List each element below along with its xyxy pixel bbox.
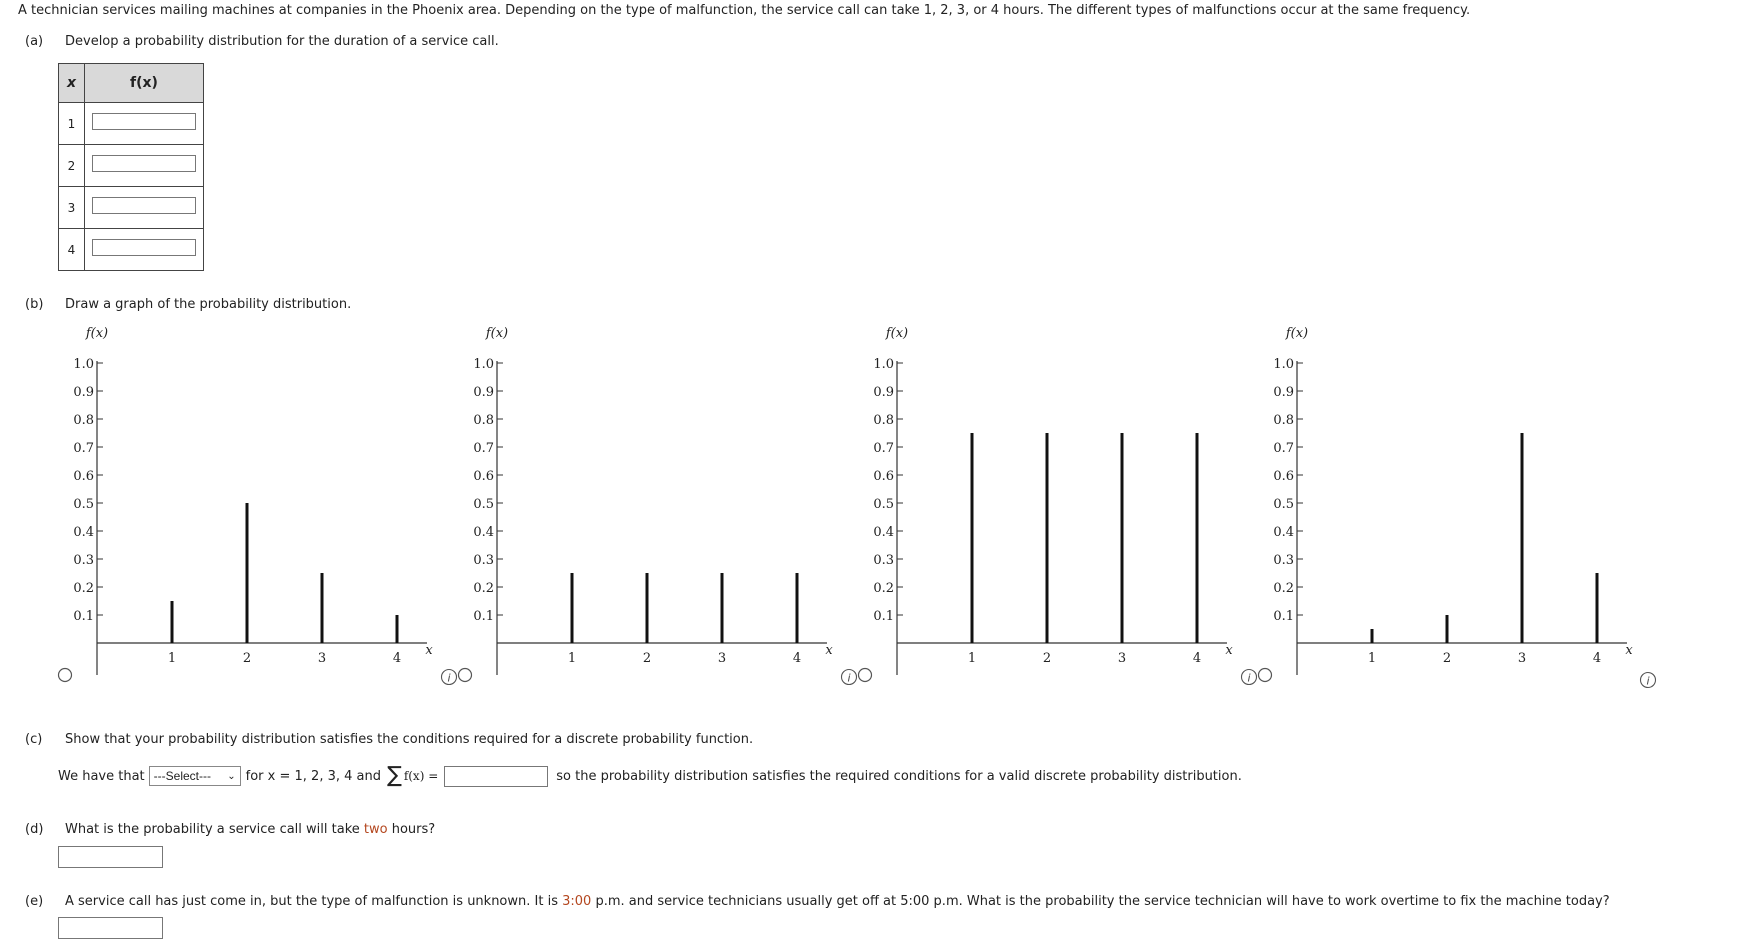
y-tick-label: 0.2 [1273,581,1294,596]
y-tick-label: 0.7 [73,441,94,456]
problem-intro: A technician services mailing machines at companies in the Phoenix area. Depending on the type of malfunction, the service call can take 1, 2, 3, or 4 hours. The different types of malfunctions occur at the same frequency. [18,3,1471,18]
y-tick-label: 0.5 [873,497,894,512]
x-tick-label: 1 [167,651,177,666]
part-c-prompt [25,732,753,747]
part-d-text: What is the probability a service call will take [65,822,364,837]
x-tick-label: 3 [717,651,727,666]
condition-select[interactable] [149,766,241,786]
x-tick-label: 1 [1367,651,1377,666]
we-have-text: We have that [58,768,145,784]
y-tick-label: 0.6 [1273,469,1294,484]
y-tick-label: 0.4 [473,525,494,540]
y-tick-label: 0.9 [1273,385,1294,400]
x-axis-label-3: x [1225,643,1233,658]
y-tick-label: 0.3 [873,553,894,568]
part-e-answer-input[interactable] [58,917,163,939]
sum-input[interactable] [444,766,548,787]
y-axis-label-3: f(x) [885,326,909,341]
x-tick-label: 4 [1592,651,1602,666]
x-tick-label: 2 [1042,651,1052,666]
y-tick-label: 0.9 [473,385,494,400]
x-value-2: 2 [59,145,85,187]
y-tick-label: 1.0 [873,357,894,372]
x-axis-label-2: x [825,643,833,658]
fx-equals-text: f(x) = [403,769,439,783]
y-tick-label: 0.1 [473,609,494,624]
y-tick-label: 1.0 [473,357,494,372]
x-tick-label: 3 [1517,651,1527,666]
x-tick-label: 4 [392,651,402,666]
x-tick-label: 1 [967,651,977,666]
graph-option-radio-4[interactable] [1259,669,1272,682]
y-tick-label: 0.8 [73,413,94,428]
part-d-text-end: hours? [387,822,436,837]
y-tick-label: 0.5 [73,497,94,512]
y-tick-label: 0.9 [73,385,94,400]
svg-text:i: i [1646,674,1650,688]
y-tick-label: 0.2 [73,581,94,596]
part-e-prompt [25,894,1610,909]
x-tick-label: 4 [1192,651,1202,666]
info-icon[interactable] [442,670,457,685]
y-axis-label-1: f(x) [85,326,109,341]
part-d-highlight: two [363,822,388,837]
graph-option-radio-3[interactable] [859,669,872,682]
x-tick-label: 2 [242,651,252,666]
y-tick-label: 0.3 [473,553,494,568]
part-e-text-end: p.m. and service technicians usually get off at 5:00 p.m. What is the probability the service technician will have to work overtime to fix the machine today? [591,894,1610,909]
for-x-text: for x = 1, 2, 3, 4 and [245,768,381,784]
part-c-label: (c) [25,732,43,747]
svg-text:i: i [447,671,451,685]
chevron-down-icon: ⌄ [227,770,236,782]
y-tick-label: 0.2 [873,581,894,596]
x-axis-label-4: x [1625,643,1633,658]
svg-text:i: i [847,671,851,685]
part-d-prompt [25,822,435,837]
x-tick-label: 1 [567,651,577,666]
part-c-answer-line [58,765,1242,787]
y-tick-label: 0.8 [873,413,894,428]
info-icon[interactable] [1242,670,1257,685]
part-a-text: Develop a probability distribution for the duration of a service call. [65,34,499,49]
y-tick-label: 0.5 [473,497,494,512]
part-e-highlight: 3:00 [562,894,592,909]
info-icon[interactable] [842,670,857,685]
y-tick-label: 0.1 [73,609,94,624]
x-value-4: 4 [59,229,85,271]
y-tick-label: 0.3 [1273,553,1294,568]
part-c-text: Show that your probability distribution satisfies the conditions required for a discrete probability function. [65,732,754,747]
y-tick-label: 0.9 [873,385,894,400]
part-a-label: (a) [25,34,44,49]
sum-symbol: ∑ [386,763,402,788]
part-b-label: (b) [25,297,44,312]
y-tick-label: 0.4 [73,525,94,540]
y-tick-label: 0.1 [873,609,894,624]
graph-option-radio-2[interactable] [459,669,472,682]
y-tick-label: 0.6 [473,469,494,484]
x-value-3: 3 [59,187,85,229]
y-tick-label: 0.6 [873,469,894,484]
x-value-1: 1 [59,103,85,145]
x-tick-label: 3 [1117,651,1127,666]
y-tick-label: 0.8 [1273,413,1294,428]
x-tick-label: 2 [642,651,652,666]
y-axis-label-2: f(x) [485,326,509,341]
y-tick-label: 0.4 [873,525,894,540]
x-axis-label-1: x [425,643,433,658]
y-tick-label: 0.7 [873,441,894,456]
y-tick-label: 0.7 [1273,441,1294,456]
part-e-label: (e) [25,894,44,909]
fx-header: f(x) [85,64,204,103]
y-tick-label: 0.8 [473,413,494,428]
y-axis-label-4: f(x) [1285,326,1309,341]
part-d-answer-input[interactable] [58,846,163,868]
info-icon[interactable] [1641,673,1656,688]
part-e-text: A service call has just come in, but the type of malfunction is unknown. It is [65,894,563,909]
y-tick-label: 0.4 [1273,525,1294,540]
part-d-label: (d) [25,822,44,837]
y-tick-label: 0.5 [1273,497,1294,512]
graph-option-radio-1[interactable] [59,669,72,682]
select-value: ---Select--- [153,769,211,783]
x-tick-label: 2 [1442,651,1452,666]
part-b-text: Draw a graph of the probability distribution. [65,297,352,312]
y-tick-label: 1.0 [1273,357,1294,372]
y-tick-label: 0.6 [73,469,94,484]
x-header: x [59,64,85,103]
x-tick-label: 3 [317,651,327,666]
svg-text:i: i [1247,671,1251,685]
x-tick-label: 4 [792,651,802,666]
conclusion-text: so the probability distribution satisfies the required conditions for a valid discrete probability distribution. [556,768,1242,784]
y-tick-label: 0.3 [73,553,94,568]
y-tick-label: 0.1 [1273,609,1294,624]
y-tick-label: 0.7 [473,441,494,456]
y-tick-label: 0.2 [473,581,494,596]
y-tick-label: 1.0 [73,357,94,372]
